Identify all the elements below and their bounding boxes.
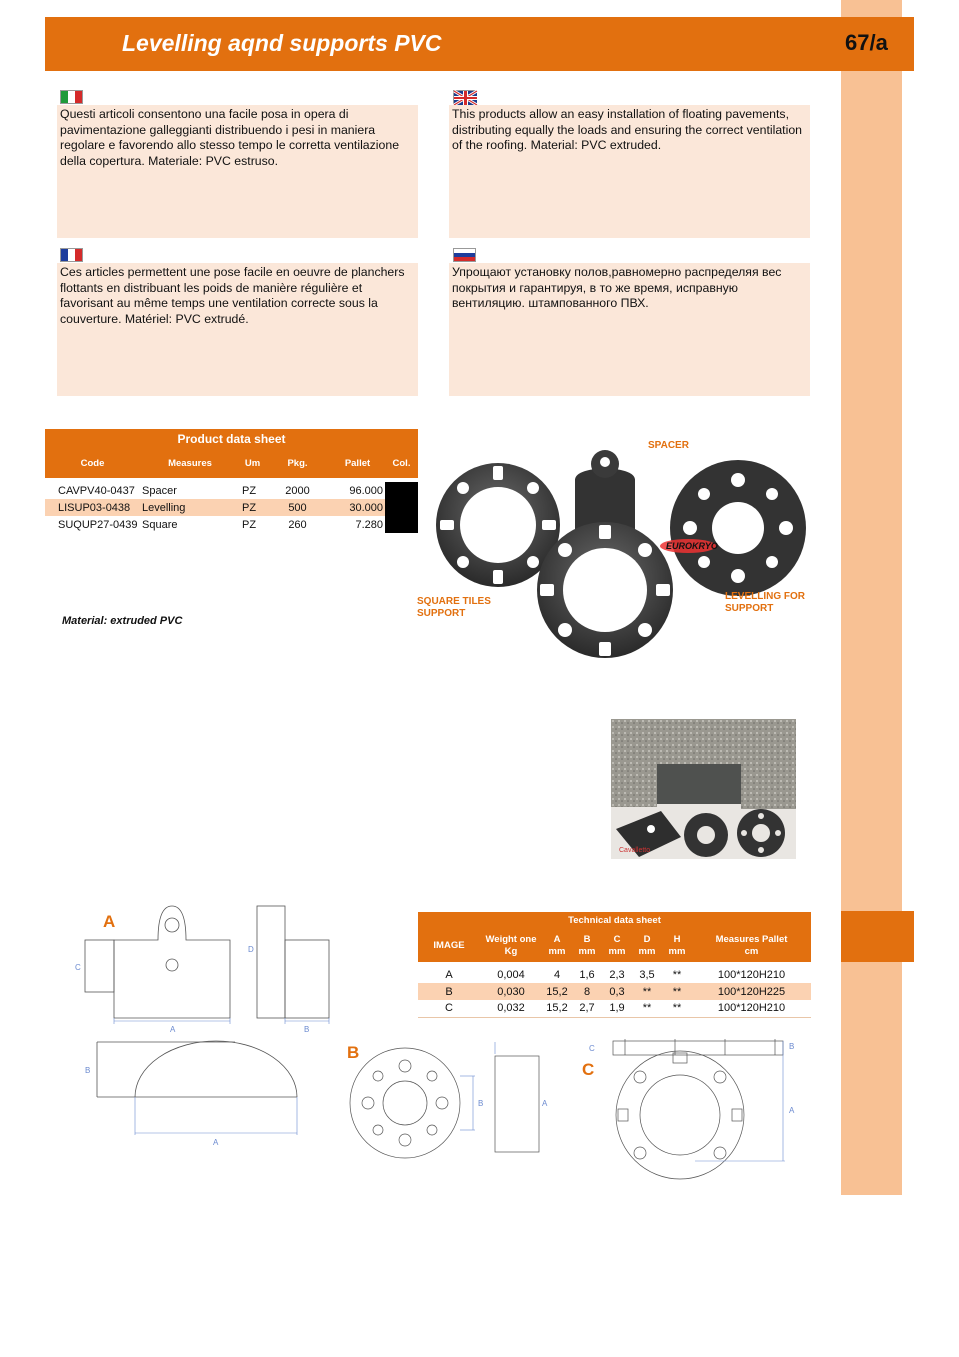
table-row bbox=[418, 966, 811, 983]
dim-b: B bbox=[304, 1025, 310, 1034]
column-header-h bbox=[662, 930, 692, 962]
table-row bbox=[418, 983, 811, 1000]
technical-sheet-title: Technical data sheet bbox=[568, 915, 661, 926]
cell: 0,004 bbox=[497, 968, 525, 981]
cell: C bbox=[445, 1002, 453, 1015]
cell: 100*120H210 bbox=[717, 1002, 786, 1015]
cell: 0,3 bbox=[602, 983, 632, 1000]
column-header: Um bbox=[244, 457, 261, 469]
color-cell bbox=[385, 482, 418, 499]
drawing-letter-c: C bbox=[582, 1060, 595, 1079]
levelling-label-line2: SUPPORT bbox=[725, 603, 774, 614]
color-cell bbox=[385, 516, 418, 533]
side-stripe bbox=[841, 0, 902, 1195]
italy-flag-icon bbox=[60, 90, 83, 104]
cell: 15,2 bbox=[546, 1002, 568, 1015]
drawing-c bbox=[585, 1035, 800, 1165]
pkg-cell: 500 bbox=[265, 499, 330, 516]
dim-d: D bbox=[248, 945, 254, 954]
cell: 2,3 bbox=[609, 968, 625, 981]
product-sheet-title-row bbox=[45, 429, 418, 448]
column-header-line1: Measures Pallet bbox=[715, 934, 788, 945]
description-english bbox=[449, 105, 810, 238]
square-support-ring-bottom bbox=[537, 522, 673, 658]
table-row bbox=[45, 499, 418, 516]
color-cell bbox=[385, 499, 418, 516]
cell: 100*120H225 bbox=[692, 983, 811, 1000]
installation-photo bbox=[611, 719, 796, 859]
product-sheet-title: Product data sheet bbox=[177, 431, 286, 446]
column-header-line2: cm bbox=[744, 946, 759, 957]
side-tab-low bbox=[841, 911, 914, 962]
cell: ** bbox=[672, 968, 682, 981]
column-header: Pkg. bbox=[287, 457, 308, 469]
column-header-line2: mm bbox=[578, 946, 596, 957]
measures-cell: Levelling bbox=[140, 499, 240, 516]
column-header-line2: mm bbox=[548, 946, 566, 957]
dim-a: A bbox=[170, 1025, 176, 1034]
description-french bbox=[57, 263, 418, 396]
dim-a: A bbox=[789, 1106, 795, 1115]
code-cell: CAVPV40-0437 bbox=[58, 484, 135, 497]
drawing-a-top bbox=[85, 1035, 305, 1150]
product-sheet-header-row bbox=[45, 448, 418, 478]
cell: ** bbox=[642, 1002, 652, 1015]
cell: 8 bbox=[572, 983, 602, 1000]
column-header: Code bbox=[80, 457, 105, 469]
pallet-cell: 30.000 bbox=[330, 499, 385, 516]
square-tiles-label-line2: SUPPORT bbox=[417, 608, 466, 619]
uk-flag-icon bbox=[453, 90, 476, 104]
column-header-line1: A bbox=[553, 934, 561, 945]
table-row bbox=[45, 482, 418, 499]
measures-cell: Spacer bbox=[142, 484, 177, 497]
cell: B bbox=[418, 983, 480, 1000]
dim-b: B bbox=[85, 1066, 91, 1075]
column-header-a bbox=[542, 930, 572, 962]
code-cell: LISUP03-0438 bbox=[45, 499, 140, 516]
column-header-line2: mm bbox=[638, 946, 656, 957]
page-number: 67/a bbox=[845, 30, 888, 55]
cell: 1,6 bbox=[579, 968, 595, 981]
brand-logo bbox=[660, 539, 718, 553]
description-italian-text: Questi articoli consentono una facile posa in opera di pavimentazione galleggianti distribuendo i pesi in maniera regolare e favorendo allo stesso tempo le corretta ventilazione della copertura. Materiale: PVC estruso. bbox=[60, 107, 400, 168]
square-tiles-label bbox=[417, 596, 491, 620]
column-header-d bbox=[632, 930, 662, 962]
technical-sheet-title-row bbox=[418, 912, 811, 930]
column-header-line1: H bbox=[673, 934, 681, 945]
cell: 1,9 bbox=[609, 1002, 625, 1015]
column-header-line1: Weight one bbox=[485, 934, 537, 945]
square-tiles-label-line1: SQUARE TILES bbox=[417, 596, 491, 607]
cell: 3,5 bbox=[639, 968, 655, 981]
cell: 0,030 bbox=[480, 983, 542, 1000]
product-data-sheet bbox=[45, 429, 418, 533]
pallet-cell: 7.280 bbox=[355, 518, 383, 531]
um-cell: PZ bbox=[240, 499, 265, 516]
material-note: Material: extruded PVC bbox=[62, 615, 183, 627]
table-row bbox=[45, 516, 418, 533]
measures-cell: Square bbox=[142, 518, 178, 531]
column-header: Col. bbox=[392, 457, 411, 469]
drawing-letter-b: B bbox=[347, 1043, 360, 1062]
column-header-line2: mm bbox=[668, 946, 686, 957]
cell: ** bbox=[662, 983, 692, 1000]
technical-sheet-header-row bbox=[418, 930, 811, 962]
column-header-weight bbox=[480, 930, 542, 962]
cell: 100*120H210 bbox=[717, 968, 786, 981]
drawing-b bbox=[345, 1038, 555, 1158]
column-header-line1: B bbox=[583, 934, 591, 945]
column-header-line1: IMAGE bbox=[433, 940, 465, 951]
column-header-line2: mm bbox=[608, 946, 626, 957]
product-photo bbox=[430, 440, 815, 660]
france-flag-icon bbox=[60, 248, 83, 262]
column-header-image bbox=[418, 930, 480, 962]
dim-c: C bbox=[589, 1044, 595, 1053]
dim-a: A bbox=[542, 1099, 548, 1108]
cell: 0,032 bbox=[497, 1002, 525, 1015]
um-cell: PZ bbox=[242, 484, 257, 497]
column-header: Measures bbox=[168, 457, 212, 469]
russia-flag-icon bbox=[453, 248, 476, 262]
column-header-line2: Kg bbox=[504, 946, 518, 957]
dim-b: B bbox=[789, 1042, 795, 1051]
description-russian bbox=[449, 263, 810, 396]
technical-data-sheet bbox=[418, 912, 811, 1018]
cell: ** bbox=[672, 1002, 682, 1015]
cell: 15,2 bbox=[542, 983, 572, 1000]
table-row bbox=[418, 1000, 811, 1017]
photo-caption: Cavalletto bbox=[619, 847, 651, 854]
cell: ** bbox=[632, 983, 662, 1000]
pkg-cell: 2000 bbox=[285, 484, 310, 497]
column-header-line1: D bbox=[643, 934, 651, 945]
pallet-cell: 96.000 bbox=[349, 484, 383, 497]
pkg-cell: 260 bbox=[288, 518, 307, 531]
levelling-ring bbox=[670, 460, 806, 596]
page-title: Levelling aqnd supports PVC bbox=[122, 30, 442, 56]
svg-text:EUROKRYO: EUROKRYO bbox=[666, 541, 718, 551]
column-header-pallet bbox=[692, 930, 811, 962]
description-french-text: Ces articles permettent une pose facile en oeuvre de planchers flottants en distribuant les poids de manière régulière et favorisant au même temps une ventilation correcte sous la couverture. Matériel: PVC extrudé. bbox=[60, 265, 405, 326]
levelling-label bbox=[725, 591, 805, 615]
description-italian bbox=[57, 105, 418, 238]
cell: 2,7 bbox=[579, 1002, 595, 1015]
column-header-line1: C bbox=[613, 934, 621, 945]
um-cell: PZ bbox=[242, 518, 257, 531]
code-cell: SUQUP27-0439 bbox=[58, 518, 138, 531]
dim-c: C bbox=[75, 963, 81, 972]
column-header-c bbox=[602, 930, 632, 962]
cell: A bbox=[445, 968, 453, 981]
description-english-text: This products allow an easy installation of floating pavements, distributing equally the loads and ensuring the correct ventilation of the roofing. Material: PVC extruded. bbox=[452, 107, 802, 152]
dim-b: B bbox=[478, 1099, 484, 1108]
levelling-label-line1: LEVELLING FOR bbox=[725, 591, 805, 602]
description-russian-text: Упрощают установку полов,равномерно распределяя вес покрытия и гарантируя, в то же время, исправную вентиляцию. штампованного ПВХ. bbox=[452, 265, 782, 310]
dim-a: A bbox=[213, 1138, 219, 1147]
cell: 4 bbox=[553, 968, 561, 981]
drawing-letter-a: A bbox=[103, 912, 116, 931]
spacer-label: SPACER bbox=[648, 440, 689, 451]
column-header-b bbox=[572, 930, 602, 962]
column-header: Pallet bbox=[344, 457, 371, 469]
